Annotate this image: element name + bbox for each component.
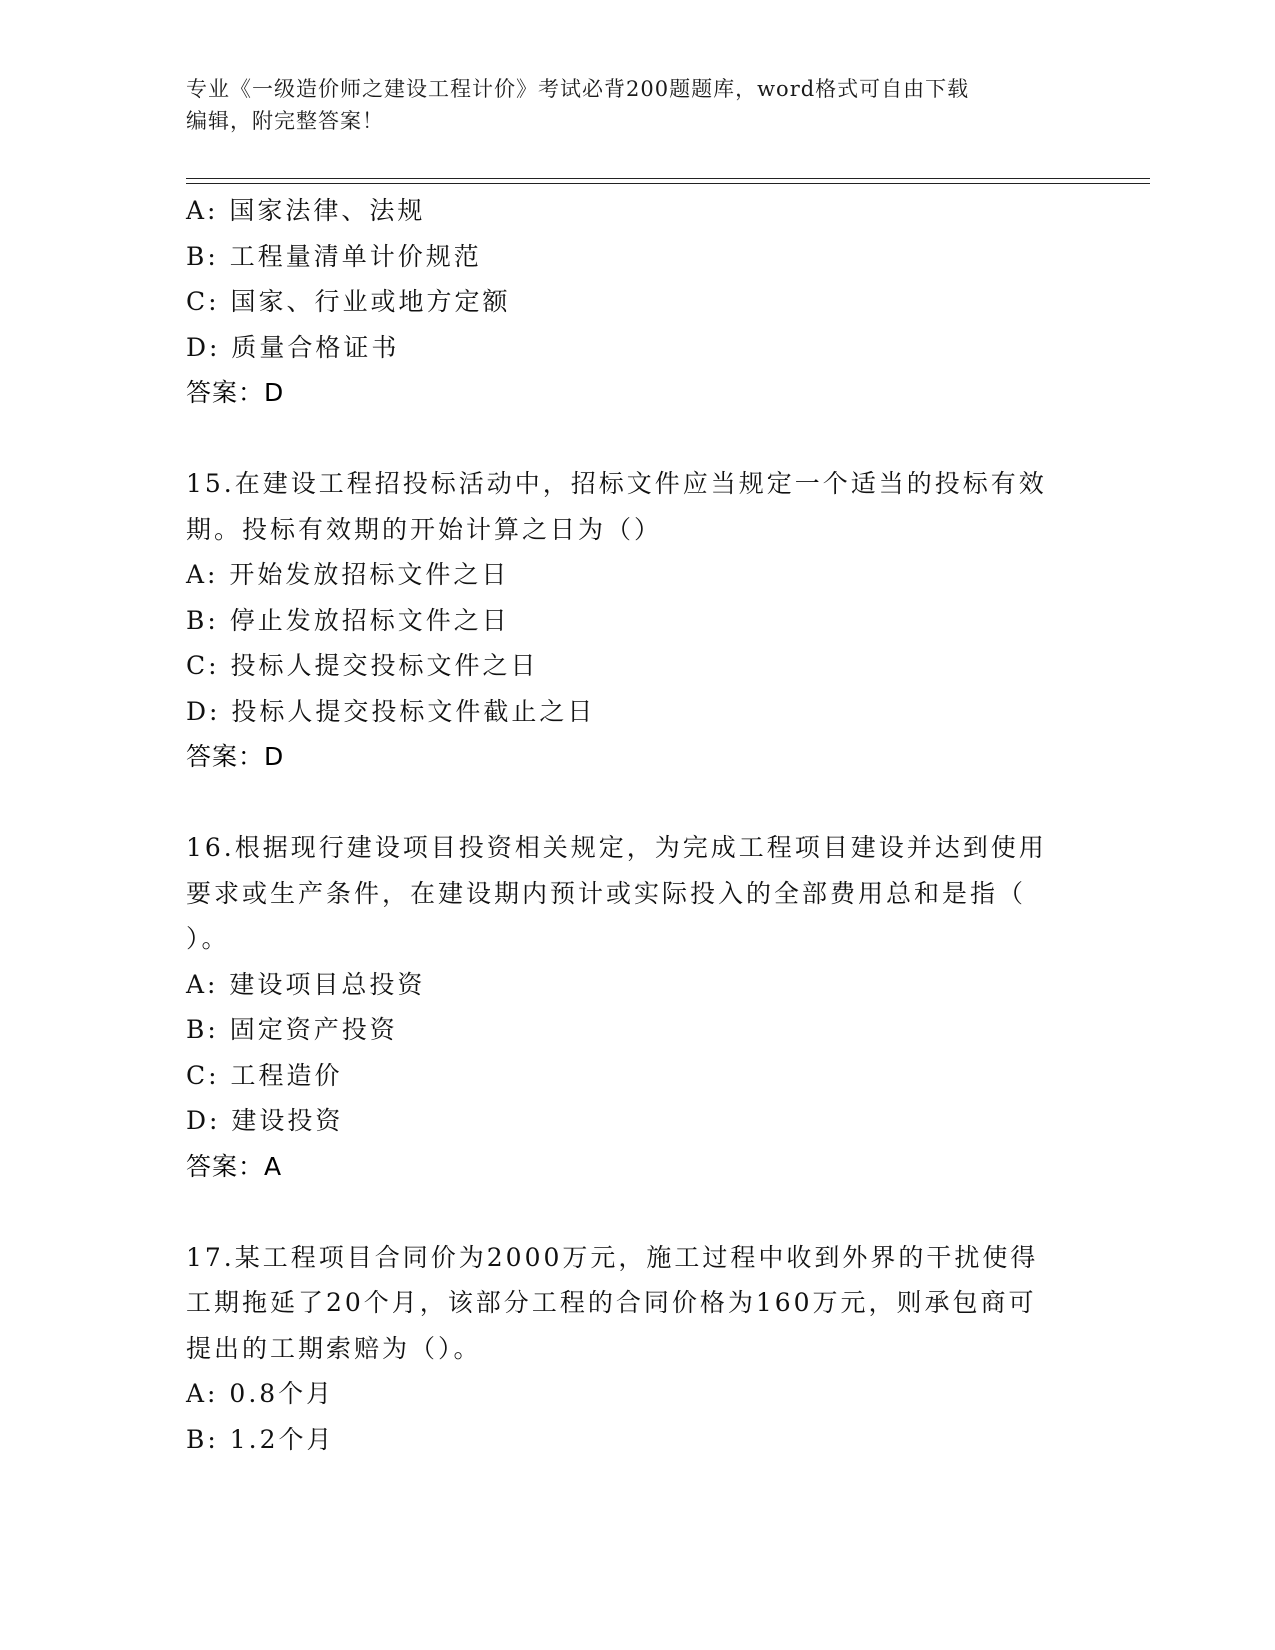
answer-label: 答案：A [186, 1151, 283, 1181]
question-14 [186, 188, 1086, 416]
option-b: B: 停止发放招标文件之日 [186, 605, 510, 635]
question-stem-line: ）。 [186, 924, 230, 953]
option-b: B: 工程量清单计价规范 [186, 241, 482, 271]
option-d: D: 建设投资 [186, 1106, 344, 1135]
option-a: A: 0.8个月 [186, 1379, 335, 1408]
header-line-2: 编辑，附完整答案！ [186, 109, 384, 133]
option-d: D: 投标人提交投标文件截止之日 [186, 696, 596, 726]
option-c: C: 工程造价 [186, 1060, 343, 1090]
question-stem-line: 提出的工期索赔为（）。 [186, 1333, 482, 1363]
question-stem-line: 要求或生产条件，在建设期内预计或实际投入的全部费用总和是指（ [186, 878, 1027, 908]
question-stem-line: 17.某工程项目合同价为2000万元，施工过程中收到外界的干扰使得 [186, 1242, 1039, 1272]
answer-label: 答案：D [186, 378, 285, 407]
document-header [186, 73, 1066, 137]
question-stem-line: 15.在建设工程招投标活动中，招标文件应当规定一个适当的投标有效 [186, 469, 1047, 498]
question-stem [186, 1235, 1086, 1372]
question-stem [186, 825, 1086, 962]
option-a: A: 开始发放招标文件之日 [186, 560, 510, 589]
header-divider-top [186, 178, 1150, 179]
option-c: C: 投标人提交投标文件之日 [186, 651, 539, 680]
spacer [186, 1189, 1086, 1235]
question-stem [186, 461, 1086, 552]
header-divider-bottom [186, 183, 1150, 184]
spacer [186, 416, 1086, 462]
question-17 [186, 1235, 1086, 1463]
option-b: B: 1.2个月 [186, 1424, 335, 1454]
question-16 [186, 825, 1086, 1189]
header-line-1: 专业《一级造价师之建设工程计价》考试必背200题题库，word格式可自由下载 [186, 77, 970, 101]
option-c: C: 国家、行业或地方定额 [186, 287, 511, 316]
option-a: A: 国家法律、法规 [186, 196, 426, 225]
question-stem-line: 工期拖延了20个月，该部分工程的合同价格为160万元，则承包商可 [186, 1288, 1037, 1317]
spacer [186, 780, 1086, 826]
question-15 [186, 461, 1086, 780]
option-d: D: 质量合格证书 [186, 332, 400, 362]
option-b: B: 固定资产投资 [186, 1015, 398, 1044]
question-stem-line: 期。投标有效期的开始计算之日为（） [186, 514, 663, 544]
answer-label: 答案：D [186, 742, 285, 771]
question-stem-line: 16.根据现行建设项目投资相关规定，为完成工程项目建设并达到使用 [186, 833, 1047, 862]
question-list [186, 188, 1086, 1462]
option-a: A: 建设项目总投资 [186, 969, 426, 999]
